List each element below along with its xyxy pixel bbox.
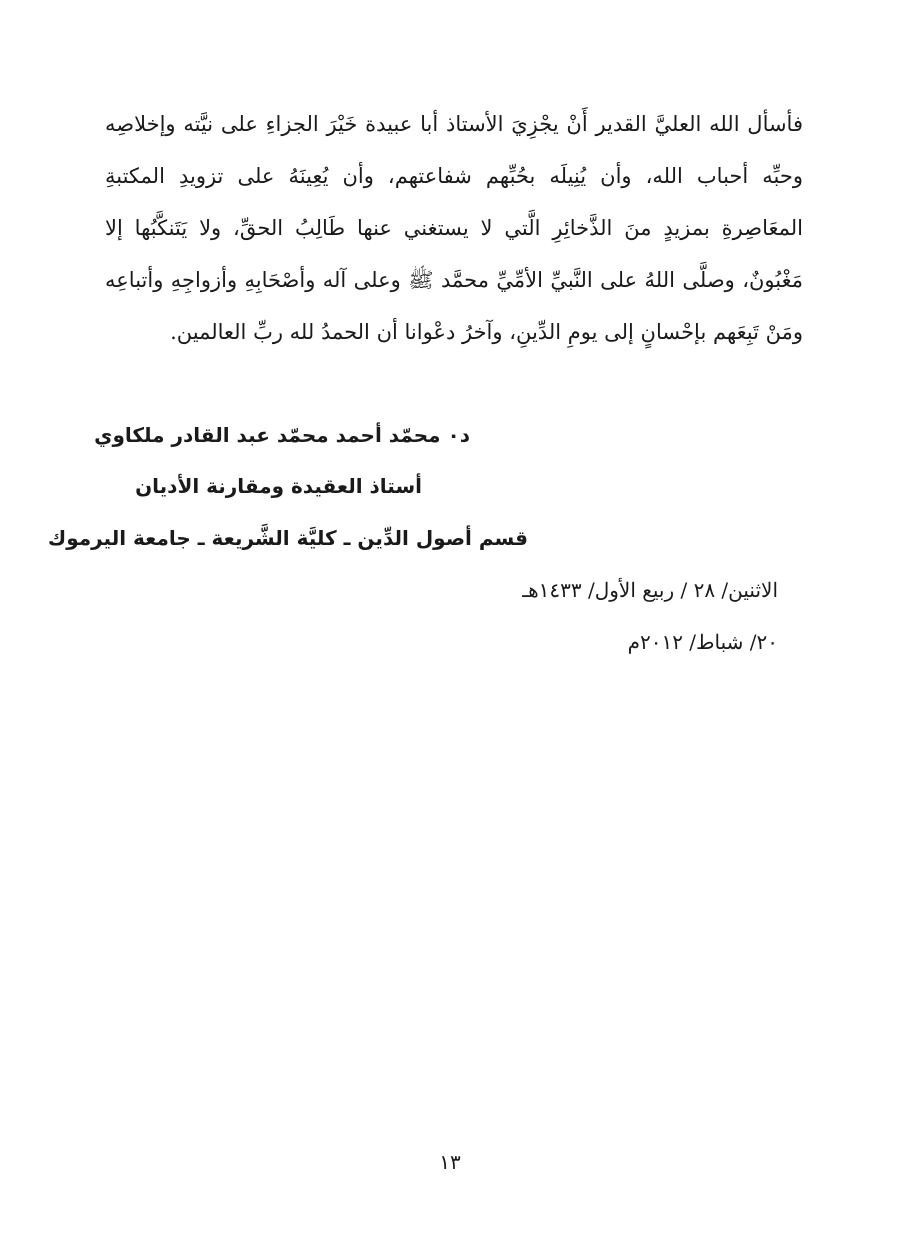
signature-title: أستاذ العقيدة ومقارنة الأديان: [135, 474, 422, 498]
page-number: ١٣: [439, 1150, 461, 1174]
body-paragraph: فأسأل الله العليَّ القدير أَنْ يجْزِيَ الأستاذ أبا عبيدة خَيْرَ الجزاءِ على نيَّته وإخلاصِه وحبِّه أحباب الله، وأن يُنِيلَه بحُبِّهم شفاعتهم، وأن يُعِينَهُ على تزويدِ المكتبةِ المعَاصِرةِ بمزيدٍ منَ الذَّخائِرِ الَّتي لا يستغني عنها طَالِبُ الحقِّ، ولا يَتَنكَّبُها إلا مَغْبُونٌ، وصلَّى اللهُ على النَّبيِّ الأمِّيِّ محمَّد ﷺ وعلى آله وأصْحَابِهِ وأزواجِهِ وأتباعِه ومَنْ تَبِعَهم بإحْسانٍ إلى يومِ الدِّينِ، وآخرُ دعْوانا أن الحمدُ لله ربِّ العالمين.: [105, 112, 803, 344]
date-hijri: الاثنين/ ٢٨ / ربيع الأول/ ١٤٣٣هـ: [522, 578, 778, 602]
signature-department: قسم أصول الدِّين ـ كليَّة الشَّريعة ـ جامعة اليرموك: [47, 526, 528, 550]
signature-name: د٠ محمّد أحمد محمّد عبد القادر ملكاوي: [94, 423, 470, 447]
date-gregorian: ٢٠/ شباط/ ٢٠١٢م: [627, 630, 778, 654]
